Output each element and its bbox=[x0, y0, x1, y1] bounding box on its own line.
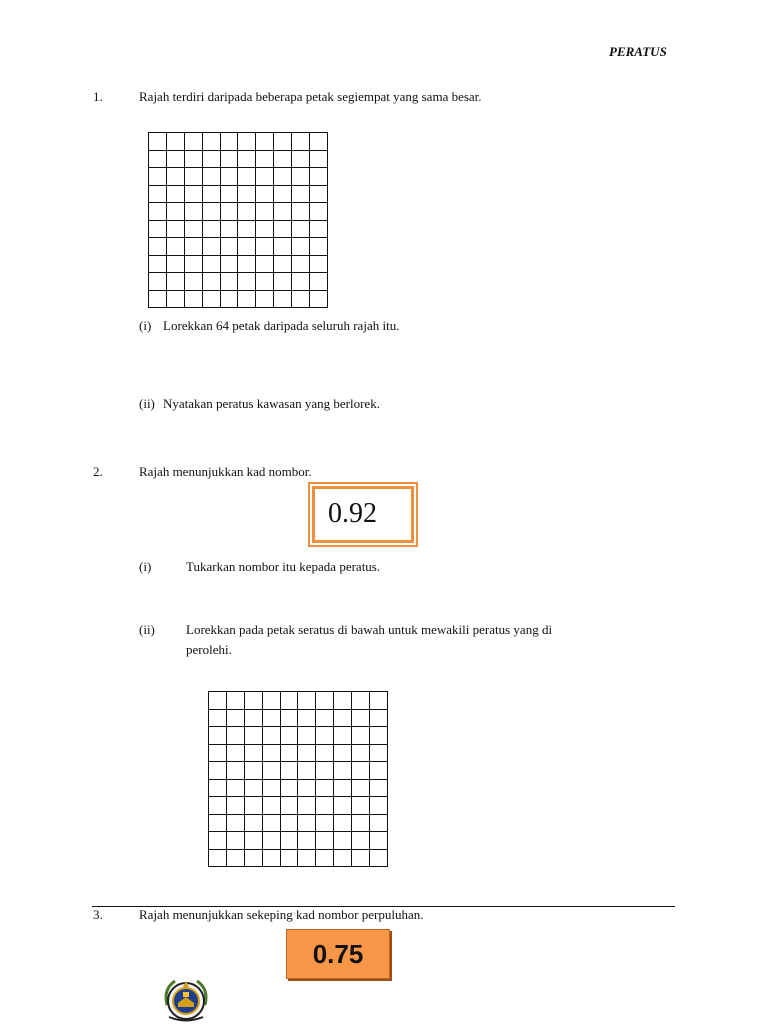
grid-cell[interactable] bbox=[298, 692, 316, 710]
grid-cell[interactable] bbox=[298, 745, 316, 763]
grid-cell[interactable] bbox=[352, 710, 370, 728]
grid-cell[interactable] bbox=[370, 710, 388, 728]
grid-cell[interactable] bbox=[203, 203, 221, 221]
grid-cell[interactable] bbox=[281, 850, 299, 868]
grid-cell[interactable] bbox=[370, 797, 388, 815]
grid-cell[interactable] bbox=[256, 151, 274, 169]
grid-cell[interactable] bbox=[238, 291, 256, 309]
grid-cell[interactable] bbox=[352, 780, 370, 798]
grid-cell[interactable] bbox=[370, 832, 388, 850]
grid-cell[interactable] bbox=[238, 221, 256, 239]
grid-cell[interactable] bbox=[149, 168, 167, 186]
grid-cell[interactable] bbox=[370, 745, 388, 763]
grid-cell[interactable] bbox=[149, 238, 167, 256]
grid-cell[interactable] bbox=[256, 238, 274, 256]
grid-cell[interactable] bbox=[298, 797, 316, 815]
grid-cell[interactable] bbox=[334, 832, 352, 850]
grid-cell[interactable] bbox=[334, 850, 352, 868]
grid-cell[interactable] bbox=[149, 256, 167, 274]
grid-cell[interactable] bbox=[370, 815, 388, 833]
grid-cell[interactable] bbox=[238, 203, 256, 221]
grid-cell[interactable] bbox=[281, 832, 299, 850]
number-card-092 bbox=[308, 482, 418, 547]
grid-cell[interactable] bbox=[167, 203, 185, 221]
grid-cell[interactable] bbox=[221, 186, 239, 204]
grid-cell[interactable] bbox=[256, 273, 274, 291]
grid-cell[interactable] bbox=[274, 238, 292, 256]
grid-cell[interactable] bbox=[263, 692, 281, 710]
grid-cell[interactable] bbox=[334, 762, 352, 780]
grid-cell[interactable] bbox=[316, 815, 334, 833]
grid-cell[interactable] bbox=[334, 745, 352, 763]
grid-cell[interactable] bbox=[209, 797, 227, 815]
grid-cell[interactable] bbox=[310, 151, 328, 169]
grid-cell[interactable] bbox=[245, 850, 263, 868]
grid-cell[interactable] bbox=[298, 710, 316, 728]
hundred-square-grid-1[interactable] bbox=[148, 132, 328, 308]
number-card-value: 0.92 bbox=[328, 498, 377, 529]
grid-cell[interactable] bbox=[334, 710, 352, 728]
grid-cell[interactable] bbox=[274, 186, 292, 204]
grid-cell[interactable] bbox=[227, 692, 245, 710]
grid-cell[interactable] bbox=[274, 273, 292, 291]
question-3-text: Rajah menunjukkan sekeping kad nombor perpuluhan. bbox=[139, 907, 424, 922]
grid-cell[interactable] bbox=[370, 850, 388, 868]
grid-cell[interactable] bbox=[263, 780, 281, 798]
grid-cell[interactable] bbox=[274, 168, 292, 186]
grid-cell[interactable] bbox=[316, 692, 334, 710]
grid-cell[interactable] bbox=[370, 692, 388, 710]
grid-cell[interactable] bbox=[352, 727, 370, 745]
grid-cell[interactable] bbox=[209, 692, 227, 710]
question-1-part-i-text: Lorekkan 64 petak daripada seluruh rajah itu. bbox=[163, 318, 400, 333]
grid-cell[interactable] bbox=[256, 168, 274, 186]
grid-cell[interactable] bbox=[238, 238, 256, 256]
grid-cell[interactable] bbox=[281, 745, 299, 763]
grid-cell[interactable] bbox=[256, 203, 274, 221]
grid-cell[interactable] bbox=[167, 291, 185, 309]
grid-cell[interactable] bbox=[334, 780, 352, 798]
grid-cell[interactable] bbox=[209, 815, 227, 833]
grid-cell[interactable] bbox=[274, 203, 292, 221]
question-2-part-i-label: (i) bbox=[139, 559, 152, 574]
grid-cell[interactable] bbox=[227, 710, 245, 728]
grid-cell[interactable] bbox=[292, 256, 310, 274]
grid-cell[interactable] bbox=[334, 815, 352, 833]
grid-cell[interactable] bbox=[167, 273, 185, 291]
school-crest-icon bbox=[161, 975, 211, 1024]
grid-cell[interactable] bbox=[310, 256, 328, 274]
grid-cell[interactable] bbox=[221, 291, 239, 309]
grid-cell[interactable] bbox=[256, 221, 274, 239]
grid-cell[interactable] bbox=[245, 780, 263, 798]
decimal-card-value: 0.75 bbox=[312, 938, 364, 969]
hundred-square-grid-2[interactable] bbox=[208, 691, 388, 867]
grid-cell[interactable] bbox=[227, 850, 245, 868]
grid-cell[interactable] bbox=[167, 151, 185, 169]
grid-cell[interactable] bbox=[256, 186, 274, 204]
grid-cell[interactable] bbox=[316, 797, 334, 815]
grid-cell[interactable] bbox=[209, 850, 227, 868]
grid-cell[interactable] bbox=[209, 710, 227, 728]
grid-cell[interactable] bbox=[149, 291, 167, 309]
grid-cell[interactable] bbox=[238, 168, 256, 186]
grid-cell[interactable] bbox=[281, 727, 299, 745]
grid-cell[interactable] bbox=[256, 133, 274, 151]
grid-cell[interactable] bbox=[185, 256, 203, 274]
grid-cell[interactable] bbox=[245, 832, 263, 850]
grid-cell[interactable] bbox=[209, 832, 227, 850]
grid-cell[interactable] bbox=[209, 727, 227, 745]
grid-cell[interactable] bbox=[292, 221, 310, 239]
grid-cell[interactable] bbox=[310, 168, 328, 186]
question-2-part-ii-text-line1: Lorekkan pada petak seratus di bawah untuk mewakili peratus yang di bbox=[186, 622, 553, 637]
question-2-text: Rajah menunjukkan kad nombor. bbox=[139, 464, 312, 479]
grid-cell[interactable] bbox=[334, 692, 352, 710]
grid-cell[interactable] bbox=[263, 727, 281, 745]
grid-cell[interactable] bbox=[274, 291, 292, 309]
grid-cell[interactable] bbox=[185, 273, 203, 291]
decimal-card-075 bbox=[286, 929, 390, 979]
grid-cell[interactable] bbox=[149, 186, 167, 204]
grid-cell[interactable] bbox=[352, 797, 370, 815]
grid-cell[interactable] bbox=[203, 186, 221, 204]
grid-cell[interactable] bbox=[221, 238, 239, 256]
grid-cell[interactable] bbox=[370, 762, 388, 780]
grid-cell[interactable] bbox=[203, 168, 221, 186]
grid-cell[interactable] bbox=[203, 238, 221, 256]
grid-cell[interactable] bbox=[227, 762, 245, 780]
question-1-part-ii-text: Nyatakan peratus kawasan yang berlorek. bbox=[163, 396, 380, 411]
grid-cell[interactable] bbox=[227, 815, 245, 833]
grid-cell[interactable] bbox=[221, 151, 239, 169]
grid-cell[interactable] bbox=[298, 815, 316, 833]
grid-cell[interactable] bbox=[245, 710, 263, 728]
question-2-part-ii-label: (ii) bbox=[139, 622, 155, 637]
grid-cell[interactable] bbox=[263, 815, 281, 833]
grid-cell[interactable] bbox=[292, 273, 310, 291]
grid-cell[interactable] bbox=[149, 151, 167, 169]
grid-cell[interactable] bbox=[281, 710, 299, 728]
grid-cell[interactable] bbox=[245, 727, 263, 745]
grid-cell[interactable] bbox=[316, 850, 334, 868]
grid-cell[interactable] bbox=[298, 850, 316, 868]
grid-cell[interactable] bbox=[149, 273, 167, 291]
grid-cell[interactable] bbox=[298, 832, 316, 850]
grid-cell[interactable] bbox=[149, 203, 167, 221]
grid-cell[interactable] bbox=[227, 745, 245, 763]
question-2-number: 2. bbox=[93, 464, 103, 479]
grid-cell[interactable] bbox=[263, 745, 281, 763]
question-1-part-i-label: (i) bbox=[139, 318, 152, 333]
grid-cell[interactable] bbox=[274, 221, 292, 239]
grid-cell[interactable] bbox=[238, 151, 256, 169]
grid-cell[interactable] bbox=[209, 745, 227, 763]
grid-cell[interactable] bbox=[316, 710, 334, 728]
grid-cell[interactable] bbox=[167, 221, 185, 239]
grid-cell[interactable] bbox=[274, 151, 292, 169]
grid-cell[interactable] bbox=[310, 273, 328, 291]
grid-cell[interactable] bbox=[316, 832, 334, 850]
grid-cell[interactable] bbox=[281, 692, 299, 710]
grid-cell[interactable] bbox=[310, 133, 328, 151]
grid-cell[interactable] bbox=[256, 256, 274, 274]
grid-cell[interactable] bbox=[185, 238, 203, 256]
grid-cell[interactable] bbox=[203, 133, 221, 151]
question-2-part-ii-text-line2: perolehi. bbox=[186, 642, 232, 657]
grid-cell[interactable] bbox=[352, 832, 370, 850]
grid-cell[interactable] bbox=[292, 291, 310, 309]
grid-cell[interactable] bbox=[352, 745, 370, 763]
grid-cell[interactable] bbox=[334, 727, 352, 745]
grid-cell[interactable] bbox=[292, 133, 310, 151]
grid-cell[interactable] bbox=[167, 133, 185, 151]
grid-cell[interactable] bbox=[185, 151, 203, 169]
grid-cell[interactable] bbox=[238, 133, 256, 151]
grid-cell[interactable] bbox=[149, 133, 167, 151]
grid-cell[interactable] bbox=[263, 850, 281, 868]
grid-cell[interactable] bbox=[352, 692, 370, 710]
grid-cell[interactable] bbox=[221, 273, 239, 291]
grid-cell[interactable] bbox=[238, 186, 256, 204]
question-1-number: 1. bbox=[93, 89, 103, 104]
grid-cell[interactable] bbox=[245, 797, 263, 815]
grid-cell[interactable] bbox=[263, 797, 281, 815]
grid-cell[interactable] bbox=[263, 762, 281, 780]
grid-cell[interactable] bbox=[209, 762, 227, 780]
grid-cell[interactable] bbox=[245, 692, 263, 710]
grid-cell[interactable] bbox=[370, 780, 388, 798]
question-1-text: Rajah terdiri daripada beberapa petak segiempat yang sama besar. bbox=[139, 89, 482, 104]
grid-cell[interactable] bbox=[352, 850, 370, 868]
grid-cell[interactable] bbox=[292, 203, 310, 221]
grid-cell[interactable] bbox=[352, 815, 370, 833]
page-title: PERATUS bbox=[609, 44, 667, 59]
grid-cell[interactable] bbox=[245, 762, 263, 780]
grid-cell[interactable] bbox=[310, 186, 328, 204]
grid-cell[interactable] bbox=[310, 291, 328, 309]
grid-cell[interactable] bbox=[370, 727, 388, 745]
grid-cell[interactable] bbox=[238, 273, 256, 291]
grid-cell[interactable] bbox=[209, 780, 227, 798]
grid-cell[interactable] bbox=[167, 256, 185, 274]
grid-cell[interactable] bbox=[203, 221, 221, 239]
grid-cell[interactable] bbox=[185, 186, 203, 204]
grid-cell[interactable] bbox=[281, 797, 299, 815]
grid-cell[interactable] bbox=[256, 291, 274, 309]
grid-cell[interactable] bbox=[298, 780, 316, 798]
grid-cell[interactable] bbox=[263, 710, 281, 728]
grid-cell[interactable] bbox=[185, 221, 203, 239]
grid-cell[interactable] bbox=[227, 797, 245, 815]
grid-cell[interactable] bbox=[185, 168, 203, 186]
question-1-part-ii-label: (ii) bbox=[139, 396, 155, 411]
grid-cell[interactable] bbox=[281, 815, 299, 833]
grid-cell[interactable] bbox=[227, 832, 245, 850]
grid-cell[interactable] bbox=[221, 256, 239, 274]
grid-cell[interactable] bbox=[316, 780, 334, 798]
grid-cell[interactable] bbox=[238, 256, 256, 274]
grid-cell[interactable] bbox=[292, 151, 310, 169]
grid-cell[interactable] bbox=[221, 221, 239, 239]
grid-cell[interactable] bbox=[316, 727, 334, 745]
grid-cell[interactable] bbox=[185, 291, 203, 309]
grid-cell[interactable] bbox=[310, 221, 328, 239]
grid-cell[interactable] bbox=[292, 168, 310, 186]
grid-cell[interactable] bbox=[310, 238, 328, 256]
grid-cell[interactable] bbox=[221, 168, 239, 186]
grid-cell[interactable] bbox=[281, 762, 299, 780]
grid-cell[interactable] bbox=[203, 273, 221, 291]
grid-cell[interactable] bbox=[185, 203, 203, 221]
grid-cell[interactable] bbox=[292, 238, 310, 256]
grid-cell[interactable] bbox=[227, 727, 245, 745]
grid-cell[interactable] bbox=[245, 745, 263, 763]
grid-cell[interactable] bbox=[167, 168, 185, 186]
grid-cell[interactable] bbox=[167, 238, 185, 256]
grid-cell[interactable] bbox=[167, 186, 185, 204]
grid-cell[interactable] bbox=[185, 133, 203, 151]
grid-cell[interactable] bbox=[203, 256, 221, 274]
grid-cell[interactable] bbox=[310, 203, 328, 221]
grid-cell[interactable] bbox=[245, 815, 263, 833]
grid-cell[interactable] bbox=[292, 186, 310, 204]
grid-cell[interactable] bbox=[221, 133, 239, 151]
grid-cell[interactable] bbox=[274, 133, 292, 151]
grid-cell[interactable] bbox=[298, 762, 316, 780]
grid-cell[interactable] bbox=[274, 256, 292, 274]
grid-cell[interactable] bbox=[352, 762, 370, 780]
grid-cell[interactable] bbox=[203, 291, 221, 309]
grid-cell[interactable] bbox=[227, 780, 245, 798]
question-2-part-i-text: Tukarkan nombor itu kepada peratus. bbox=[186, 559, 381, 574]
grid-cell[interactable] bbox=[316, 745, 334, 763]
question-3-number: 3. bbox=[93, 907, 103, 922]
grid-cell[interactable] bbox=[298, 727, 316, 745]
grid-cell[interactable] bbox=[281, 780, 299, 798]
grid-cell[interactable] bbox=[263, 832, 281, 850]
grid-cell[interactable] bbox=[316, 762, 334, 780]
grid-cell[interactable] bbox=[149, 221, 167, 239]
grid-cell[interactable] bbox=[203, 151, 221, 169]
grid-cell[interactable] bbox=[334, 797, 352, 815]
grid-cell[interactable] bbox=[221, 203, 239, 221]
